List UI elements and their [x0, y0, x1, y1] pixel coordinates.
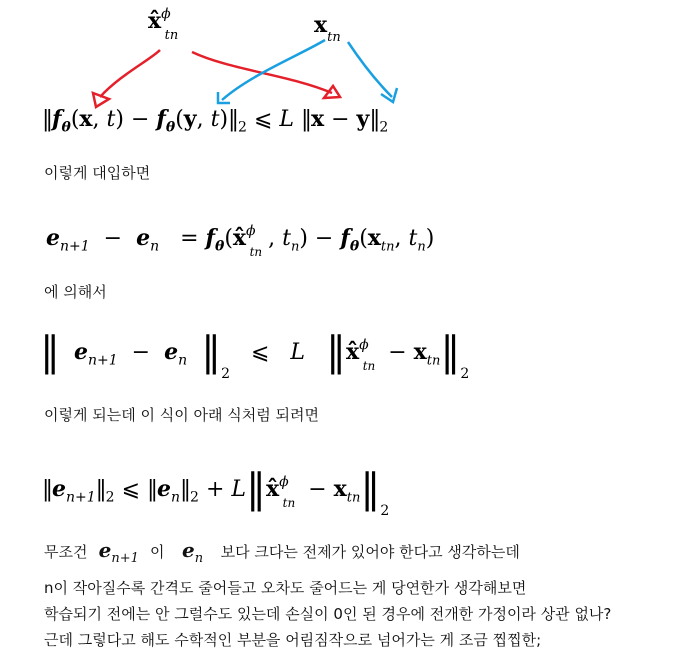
blue-arrow-to-y	[348, 42, 392, 97]
text-line-4	[44, 538, 520, 566]
x-hat-symbol: x̂	[148, 8, 162, 34]
lipschitz-equation: $‖f_\theta(x$, $t) - f_\theta(y$, $t)‖_2$ ⩽ L ‖x − $y‖_2$	[42, 106, 389, 136]
norm-inequality: ‖ $e_{n+1} - e_n$ $‖_2$ ⩽ L ‖x̂$^\phi_{tn}$ − $x_{tn}‖_2$	[40, 329, 470, 383]
red-arrow-to-fx	[100, 50, 160, 97]
text-line-4c: 보다 크다는 전제가 있어야 한다고 생각하는데	[220, 543, 520, 561]
text-line-1: 이렇게 대입하면	[44, 164, 151, 182]
inline-e-n: $e_n$	[182, 538, 204, 566]
paragraph-line-3: 근데 그렇다고 해도 수학적인 부분을 어림짐작으로 넘어가는 게 조금 찝찝한;	[44, 631, 542, 649]
text-line-3: 이렇게 되는데 이 식이 아래 식처럼 되려면	[44, 406, 319, 424]
inline-e-n-plus-1: $e_{n+1}$	[98, 538, 139, 566]
difference-equation: $e_{n+1} - e_n$ = $f_\theta(x̂^\phi_{tn}$, $t_n) - f_\theta(x_{tn}$, $t_n$)	[46, 222, 435, 260]
red-arrowhead-fx	[93, 93, 109, 107]
x-hat-sub: tn	[164, 28, 179, 44]
x-tn-sub: tn	[327, 30, 341, 46]
target-inequality: $‖e_{n+1}‖_2$ ⩽ $‖e_n‖_2$ + L‖x̂$^\phi_{tn}$ − $x_{tn}‖_2$	[42, 466, 390, 520]
text-line-4a: 무조건	[44, 543, 88, 561]
x-tn-symbol: x	[314, 12, 328, 38]
blue-arrow-to-fy	[222, 40, 325, 100]
x-hat-sup: ϕ	[161, 5, 171, 22]
paragraph-line-2: 학습되기 전에는 안 그럴수도 있는데 손실이 0인 된 경우에 전개한 가정이라 상관 없나?	[44, 605, 612, 623]
text-line-2: 에 의해서	[44, 283, 107, 301]
text-line-4b: 이	[150, 543, 165, 561]
paragraph-line-1: n이 작아질수록 간격도 줄어들고 오차도 줄어드는 게 당연한가 생각해보면	[44, 579, 527, 597]
